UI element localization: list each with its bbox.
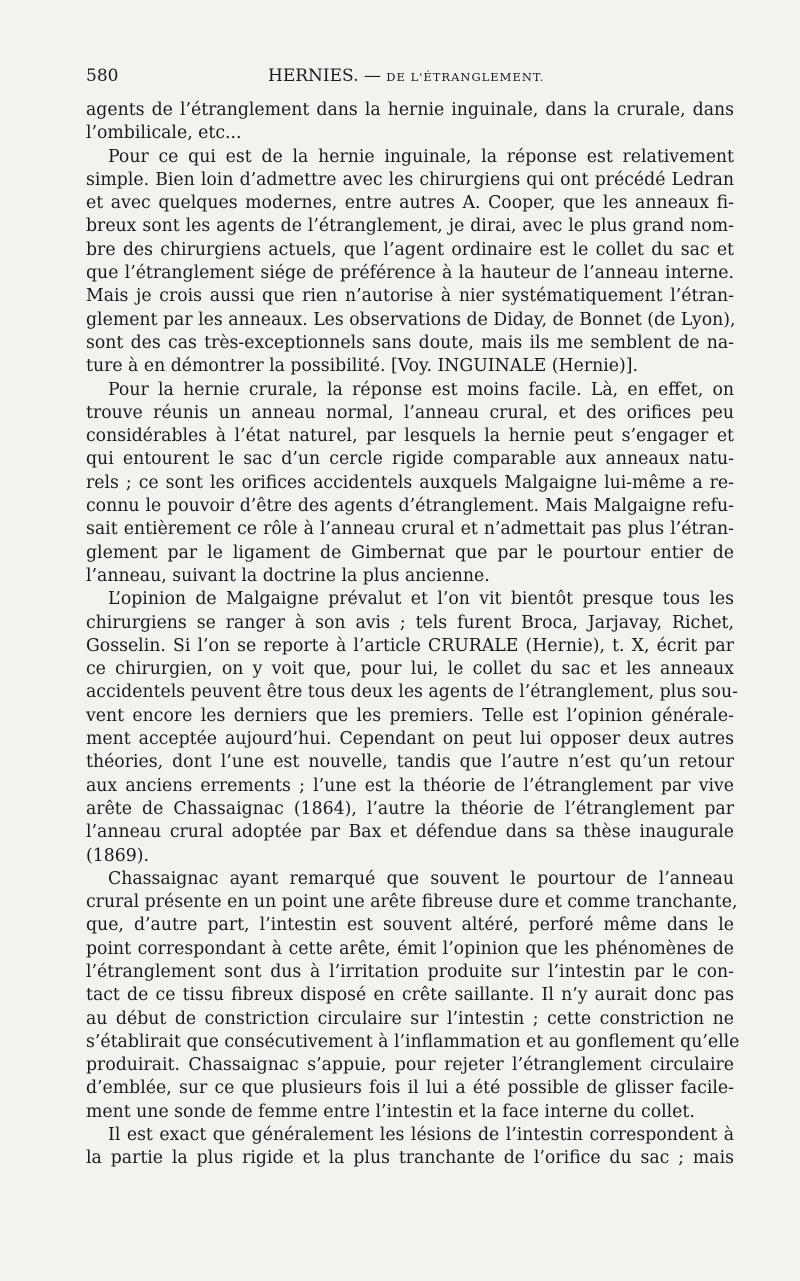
text-line: Pour ce qui est de la hernie inguinale, la réponse est relativement (108, 146, 734, 167)
text-line: connu le pouvoir d’être des agents d’étranglement. Mais Malgaigne refu- (86, 496, 734, 517)
running-title-sub: DE L'ÉTRANGLEMENT. (386, 70, 545, 84)
text-line: Pour la hernie crurale, la réponse est moins facile. Là, en effet, on (108, 379, 734, 400)
text-line: que l’étranglement siége de préférence à la hauteur de l’anneau interne. (86, 263, 734, 284)
text-line: accidentels peuvent être tous deux les agents de l’étranglement, plus sou- (86, 682, 738, 703)
text-line: l’étranglement sont dus à l’irritation produite sur l’intestin par le con- (86, 961, 734, 982)
text-line: L’opinion de Malgaigne prévalut et l’on vit bientôt presque tous les (108, 589, 734, 610)
text-line: produirait. Chassaignac s’appuie, pour rejeter l’étranglement circulaire (86, 1055, 734, 1076)
text-line: l’ombilicale, etc... (86, 123, 242, 144)
text-line: vent encore les derniers que les premiers. Telle est l’opinion générale- (86, 705, 734, 726)
text-line: s’établirait que consécutivement à l’inflammation et au gonflement qu’elle (86, 1031, 740, 1052)
text-line: aux anciens errements ; l’une est la théorie de l’étranglement par vive (86, 775, 734, 796)
text-line: ment une sonde de femme entre l’intestin et la face interne du collet. (86, 1101, 695, 1122)
text-line: sont des cas très-exceptionnels sans doute, mais ils me semblent de na- (86, 332, 734, 353)
text-line: l’anneau, suivant la doctrine la plus ancienne. (86, 565, 490, 586)
text-line: glement par les anneaux. Les observations de Diday, de Bonnet (de Lyon), (86, 309, 736, 330)
text-line: et avec quelques modernes, entre autres A. Cooper, que les anneaux fi- (86, 193, 734, 214)
running-title-dash: — (363, 66, 381, 86)
text-line: ture à en démontrer la possibilité. [Voy. INGUINALE (Hernie)]. (86, 356, 638, 377)
text-line: considérables à l’état naturel, par lesquels la hernie peut s’engager et (86, 426, 734, 447)
text-line: glement par le ligament de Gimbernat que par le pourtour entier de (86, 542, 734, 563)
text-line: point correspondant à cette arête, émit l’opinion que les phénomènes de (86, 938, 734, 959)
text-line: ce chirurgien, on y voit que, pour lui, le collet du sac et les anneaux (86, 659, 734, 680)
page-header (86, 64, 734, 88)
text-line: agents de l’étranglement dans la hernie inguinale, dans la crurale, dans (86, 100, 734, 120)
text-line: simple. Bien loin d’admettre avec les chirurgiens qui ont précédé Ledran (86, 169, 734, 190)
text-line: arête de Chassaignac (1864), l’autre la théorie de l’étranglement par (86, 798, 734, 819)
text-line: tact de ce tissu fibreux disposé en crête saillante. Il n’y aurait donc pas (86, 985, 734, 1006)
running-title-main: HERNIES. (268, 66, 359, 86)
text-line: chirurgiens se ranger à son avis ; tels furent Broca, Jarjavay, Richet, (86, 612, 734, 633)
text-line: trouve réunis un anneau normal, l’anneau crural, et des orifices peu (86, 402, 734, 423)
text-line: au début de constriction circulaire sur l’intestin ; cette constriction ne (86, 1008, 734, 1029)
text-line: Il est exact que généralement les lésions de l’intestin correspondent à (108, 1125, 734, 1146)
text-line: Gosselin. Si l’on se reporte à l’article CRURALE (Hernie), t. X, écrit par (86, 635, 734, 656)
body-text (86, 99, 740, 1171)
text-line: que, d’autre part, l’intestin est souvent altéré, perforé même dans le (86, 915, 734, 936)
text-line: la partie la plus rigide et la plus tranchante de l’orifice du sac ; mais (86, 1148, 734, 1169)
page-number: 580 (86, 66, 119, 86)
text-line: rels ; ce sont les orifices accidentels auxquels Malgaigne lui-même a re- (86, 472, 734, 493)
text-line: breux sont les agents de l’étranglement, je dirai, avec le plus grand nom- (86, 216, 734, 237)
text-line: Chassaignac ayant remarqué que souvent le pourtour de l’anneau (108, 868, 734, 889)
text-line: bre des chirurgiens actuels, que l’agent ordinaire est le collet du sac et (86, 239, 734, 260)
running-title (268, 64, 545, 89)
text-line: d’emblée, sur ce que plusieurs fois il lui a été possible de glisser facile- (86, 1078, 734, 1099)
text-line: théories, dont l’une est nouvelle, tandis que l’autre n’est qu’un retour (86, 752, 734, 773)
text-line: crural présente en un point une arête fibreuse dure et comme tranchante, (86, 892, 738, 913)
text-line: (1869). (86, 845, 149, 866)
text-line: ment acceptée aujourd’hui. Cependant on peut lui opposer deux autres (86, 729, 734, 750)
text-line: l’anneau crural adoptée par Bax et défendue dans sa thèse inaugurale (86, 822, 734, 843)
text-line: qui entourent le sac d’un cercle rigide comparable aux anneaux natu- (86, 449, 734, 470)
text-line: Mais je crois aussi que rien n’autorise à nier systématiquement l’étran- (86, 286, 734, 307)
text-line: sait entièrement ce rôle à l’anneau crural et n’admettait pas plus l’étran- (86, 519, 734, 540)
